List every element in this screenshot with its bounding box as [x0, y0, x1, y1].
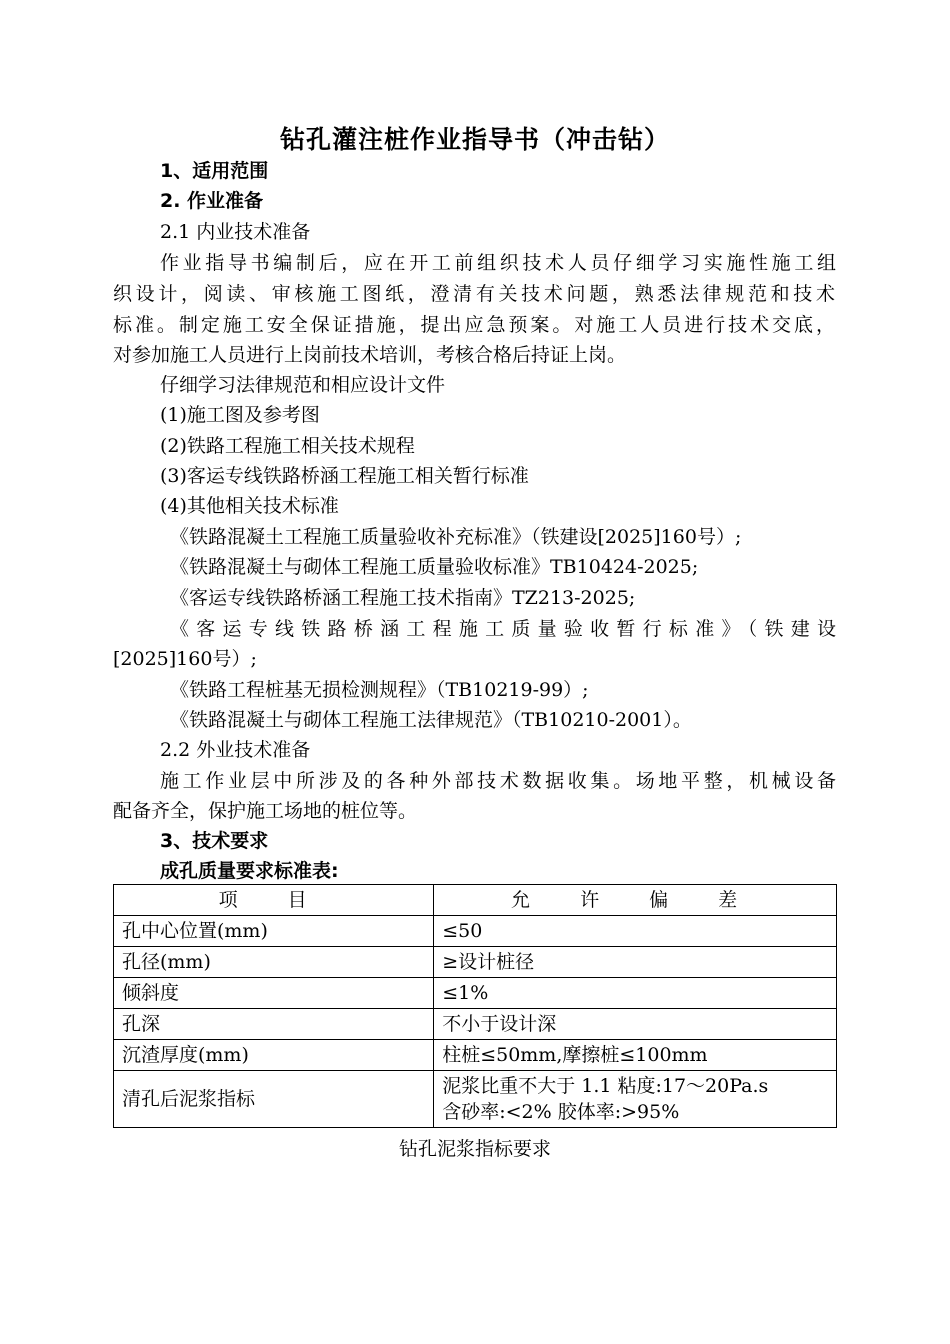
list-item: (4)其他相关技术标准: [160, 495, 339, 517]
table-cell: 柱桩≤50mm,摩擦桩≤100mm: [434, 1040, 837, 1071]
list-item: (2)铁路工程施工相关技术规程: [160, 435, 415, 457]
reference-item: 《铁路混凝土与砌体工程施工法律规范》（TB10210-2001）。: [170, 709, 692, 731]
quality-standard-table: [113, 884, 837, 1128]
paragraph-line: 对参加施工人员进行上岗前技术培训，考核合格后持证上岗。: [113, 344, 627, 366]
table-cell: 孔中心位置(mm): [114, 916, 434, 947]
table-row: [114, 978, 837, 1009]
reference-item: 《铁路混凝土工程施工质量验收补充标准》（铁建设[2025]160号）;: [170, 526, 742, 548]
table-title: 成孔质量要求标准表:: [160, 860, 339, 882]
table-cell: [434, 1071, 837, 1128]
table-row: [114, 947, 837, 978]
table-header-cell: 允 许 偏 差: [434, 885, 837, 916]
paragraph-line: 作业指导书编制后，应在开工前组织技术人员仔细学习实施性施工组: [160, 252, 836, 274]
paragraph: 仔细学习法律规范和相应设计文件: [160, 374, 446, 396]
table-cell: 倾斜度: [114, 978, 434, 1009]
reference-item: 《客运专线铁路桥涵工程施工技术指南》TZ213-2025;: [170, 587, 636, 609]
reference-item: 《铁路工程桩基无损检测规程》（TB10219-99）;: [170, 679, 589, 701]
paragraph-line: 施工作业层中所涉及的各种外部技术数据收集。场地平整，机械设备: [160, 770, 836, 792]
paragraph-line: 配备齐全，保护施工场地的桩位等。: [113, 800, 418, 822]
table-cell: 孔径(mm): [114, 947, 434, 978]
reference-item: 《客运专线铁路桥涵工程施工质量验收暂行标准》（铁建设: [170, 618, 836, 640]
subsection-heading-external: 2.2 外业技术准备: [160, 739, 311, 761]
paragraph-line: 标准。制定施工安全保证措施，提出应急预案。对施工人员进行技术交底，: [113, 314, 835, 336]
table-header-cell: 项 目: [114, 885, 434, 916]
section-heading-scope: 1、适用范围: [160, 160, 269, 182]
section-heading-technical: 3、技术要求: [160, 830, 269, 852]
table-cell-line: 泥浆比重不大于 1.1 粘度:17～20Pa.s: [442, 1075, 769, 1097]
figure-caption: 钻孔泥浆指标要求: [398, 1138, 551, 1160]
table-cell: 沉渣厚度(mm): [114, 1040, 434, 1071]
table-cell: ≤1%: [434, 978, 837, 1009]
table-cell: 不小于设计深: [434, 1009, 837, 1040]
table-cell: ≥设计桩径: [434, 947, 837, 978]
table-row: [114, 1040, 837, 1071]
table-cell: 清孔后泥浆指标: [114, 1071, 434, 1128]
reference-item-continuation: [2025]160号）;: [113, 648, 257, 670]
table-cell: 孔深: [114, 1009, 434, 1040]
section-heading-preparation: 2. 作业准备: [160, 190, 264, 212]
table-header-row: [114, 885, 837, 916]
reference-item: 《铁路混凝土与砌体工程施工质量验收标准》TB10424-2025;: [170, 556, 699, 578]
table-cell: ≤50: [434, 916, 837, 947]
table-cell-line: 含砂率:<2% 胶体率:>95%: [442, 1101, 680, 1123]
list-item: (3)客运专线铁路桥涵工程施工相关暂行标准: [160, 465, 529, 487]
page-title: 钻孔灌注桩作业指导书（冲击钻）: [279, 125, 670, 154]
list-item: (1)施工图及参考图: [160, 404, 320, 426]
table-row: [114, 1071, 837, 1128]
table-row: [114, 1009, 837, 1040]
table-row: [114, 916, 837, 947]
paragraph-line: 织设计，阅读、审核施工图纸，澄清有关技术问题，熟悉法律规范和技术: [113, 283, 835, 305]
subsection-heading-internal: 2.1 内业技术准备: [160, 221, 311, 243]
